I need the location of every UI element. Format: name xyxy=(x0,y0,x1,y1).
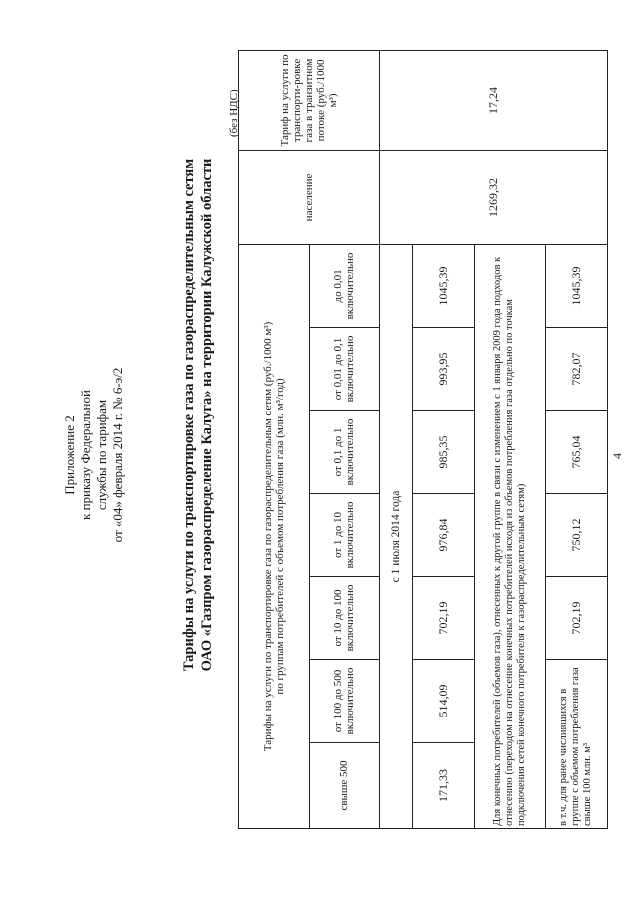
value-cell: 750,12 xyxy=(545,494,607,577)
value-cell: 1045,39 xyxy=(545,244,607,327)
value-cell: 702,19 xyxy=(413,577,475,660)
title-line-1: Тарифы на услуги по транспортировке газа по газораспределительным сетям xyxy=(181,158,197,672)
header-group-10-100: от 10 до 100 включительно xyxy=(309,577,380,660)
header-population: население xyxy=(239,150,380,244)
appendix-line-1: Приложение 2 xyxy=(62,415,77,495)
appendix-header xyxy=(62,305,126,605)
value-cell: 993,95 xyxy=(413,328,475,411)
value-cell: 171,33 xyxy=(413,743,475,829)
header-group-up-to-001: до 0,01 включительно xyxy=(309,244,380,327)
note-previous-over-100: в т.ч. для ранее числившихся в группе с объемом потребления газа свыше 100 млн. м³ xyxy=(545,660,607,829)
note-reassigned-consumers: Для конечных потребителей (объемов газа), отнесенных к другой группе в связи с изменением с 1 января 2009 года подходов к отнесению (переходом на отнесение конечных потребителей исходя из объемов потребления газа отдельно по точкам подключения сетей конечного потребителя к газораспределительным сетям) xyxy=(475,244,546,828)
no-vat-label: (без НДС) xyxy=(228,89,240,137)
value-cell: 1045,39 xyxy=(413,244,475,327)
value-cell: 765,04 xyxy=(545,411,607,494)
value-cell: 985,35 xyxy=(413,411,475,494)
tariff-table xyxy=(238,50,608,829)
value-cell: 782,07 xyxy=(545,328,607,411)
appendix-line-2: к приказу Федеральной xyxy=(78,390,93,520)
header-row-main xyxy=(239,50,310,828)
header-group-001-01: от 0,01 до 0,1 включительно xyxy=(309,328,380,411)
period-row xyxy=(380,50,413,828)
transit-value: 17,24 xyxy=(380,50,608,150)
title-line-2: ОАО «Газпром газораспределение Калуга» на территории Калужской области xyxy=(199,158,215,672)
main-header-cell xyxy=(239,244,310,828)
header-group-01-1: от 0,1 до 1 включительно xyxy=(309,411,380,494)
main-header-line-2: по группам потребителей с объемом потребления газа (млн. м³/год) xyxy=(273,378,286,695)
header-group-1-10: от 1 до 10 включительно xyxy=(309,494,380,577)
header-transit-tariff: Тариф на услуги по транспорти-ровке газа в транзитном потоке (руб./1000 м³) xyxy=(239,50,380,150)
appendix-line-3: службы по тарифам xyxy=(94,399,109,511)
page-number: 4 xyxy=(610,453,624,459)
population-value: 1269,32 xyxy=(380,150,608,244)
document-title xyxy=(180,0,216,865)
main-header-line-1: Тарифы на услуги по транспортировке газа по газораспределительным сетям (руб./1000 м³) xyxy=(261,321,274,752)
header-group-100-500: от 100 до 500 включительно xyxy=(309,660,380,743)
value-cell: 514,09 xyxy=(413,660,475,743)
value-cell: 976,84 xyxy=(413,494,475,577)
header-group-over-500: свыше 500 xyxy=(309,743,380,829)
appendix-line-4: от «04» февраля 2014 г. № 6-э/2 xyxy=(110,367,125,543)
period-cell: с 1 июля 2014 года xyxy=(380,244,413,828)
value-cell: 702,19 xyxy=(545,577,607,660)
